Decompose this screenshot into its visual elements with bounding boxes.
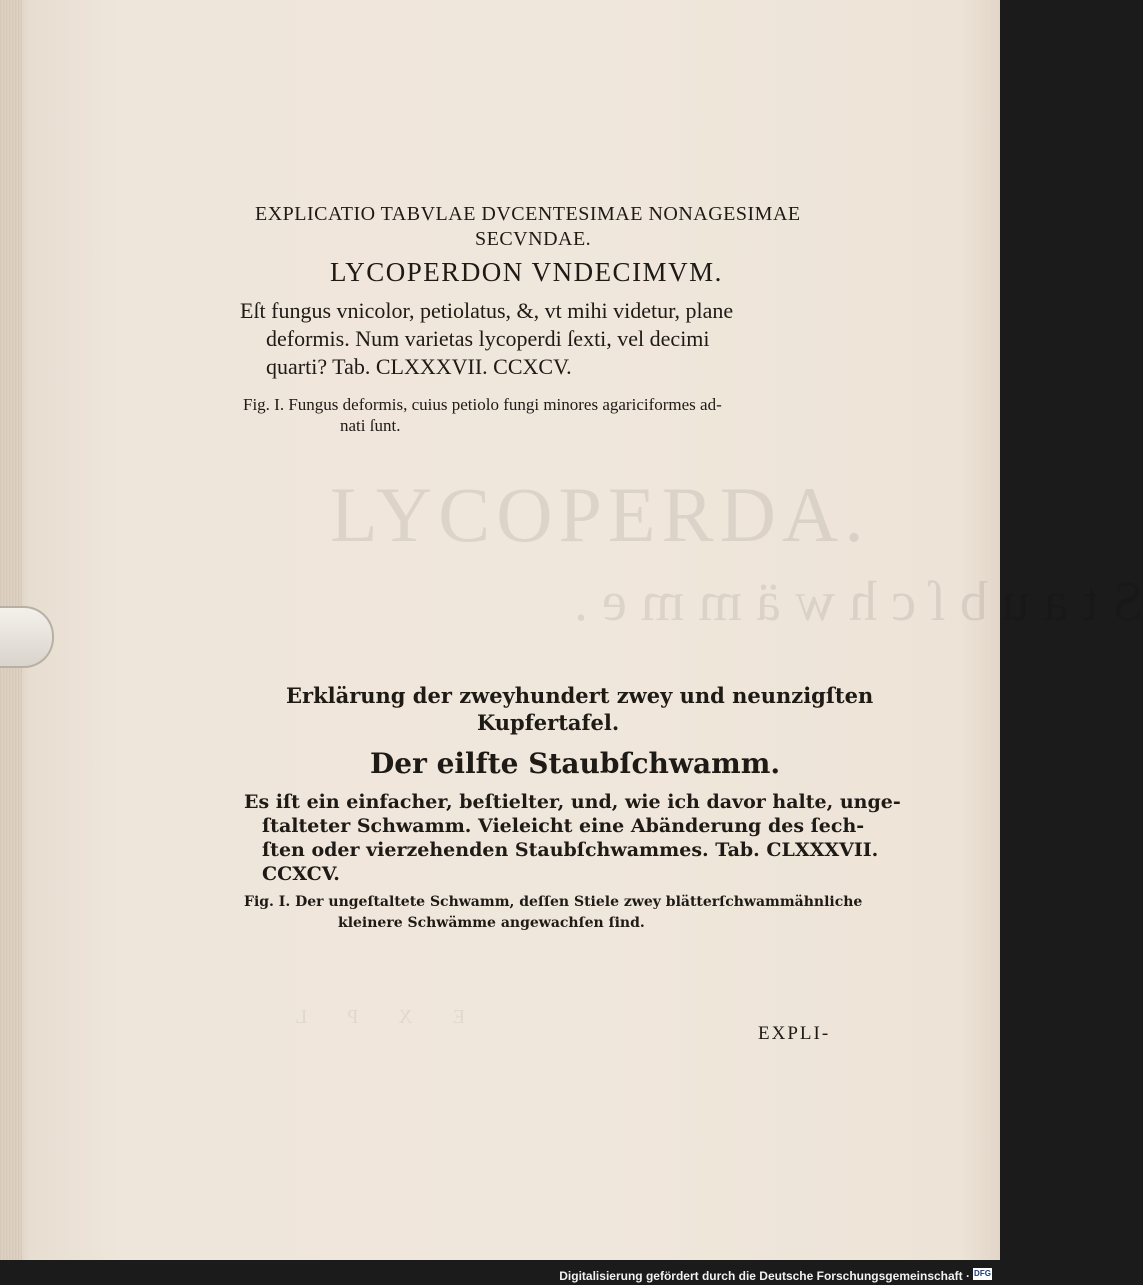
german-title: Der eilfte Staubſchwamm.: [370, 747, 781, 780]
bleed-through-catchword: EXPL: [255, 1006, 465, 1028]
german-fig-line2: kleinere Schwämme angewachſen ſind.: [338, 915, 645, 931]
catchword: EXPLI-: [758, 1023, 831, 1044]
german-fig-line1: Fig. I. Der ungeſtaltete Schwamm, deſſen Stiele zwey blätterſchwammähnliche: [244, 894, 863, 910]
bleed-through-subtitle: Staubſchwämme.: [560, 571, 1143, 633]
latin-body-line2: deformis. Num varietas lycoperdi ſexti, vel decimi: [266, 326, 710, 351]
german-heading-line2: Kupfertafel.: [477, 710, 620, 735]
digitization-credit: Digitalisierung gefördert durch die Deutsche Forschungsgemeinschaft ·: [559, 1269, 970, 1283]
bleed-through-title: LYCOPERDA.: [330, 471, 870, 558]
page-clip: [0, 606, 54, 668]
german-body-line4: CCXCV.: [262, 863, 340, 885]
latin-fig-line1: Fig. I. Fungus deformis, cuius petiolo fungi minores agariciformes ad-: [243, 395, 722, 414]
german-heading-line1: Erklärung der zweyhundert zwey und neunzigſten: [286, 683, 874, 708]
dfg-logo: DFG: [974, 1269, 991, 1278]
latin-fig-line2: nati ſunt.: [340, 416, 401, 435]
german-body-line3: ſten oder vierzehenden Staubſchwammes. Tab. CLXXXVII.: [262, 839, 879, 861]
german-body-line1: Es iſt ein einfacher, beſtielter, und, wie ich davor halte, unge-: [244, 791, 901, 813]
latin-heading-line2: SECVNDAE.: [475, 228, 592, 250]
latin-body-line3: quarti? Tab. CLXXXVII. CCXCV.: [266, 354, 572, 379]
latin-body-line1: Eſt fungus vnicolor, petiolatus, &, vt mihi videtur, plane: [240, 298, 734, 323]
latin-heading-line1: EXPLICATIO TABVLAE DVCENTESIMAE NONAGESIMAE: [255, 203, 801, 225]
latin-title: LYCOPERDON VNDECIMVM.: [330, 257, 723, 287]
german-body-line2: ſtalteter Schwamm. Vieleicht eine Abänderung des ſech-: [262, 815, 865, 837]
